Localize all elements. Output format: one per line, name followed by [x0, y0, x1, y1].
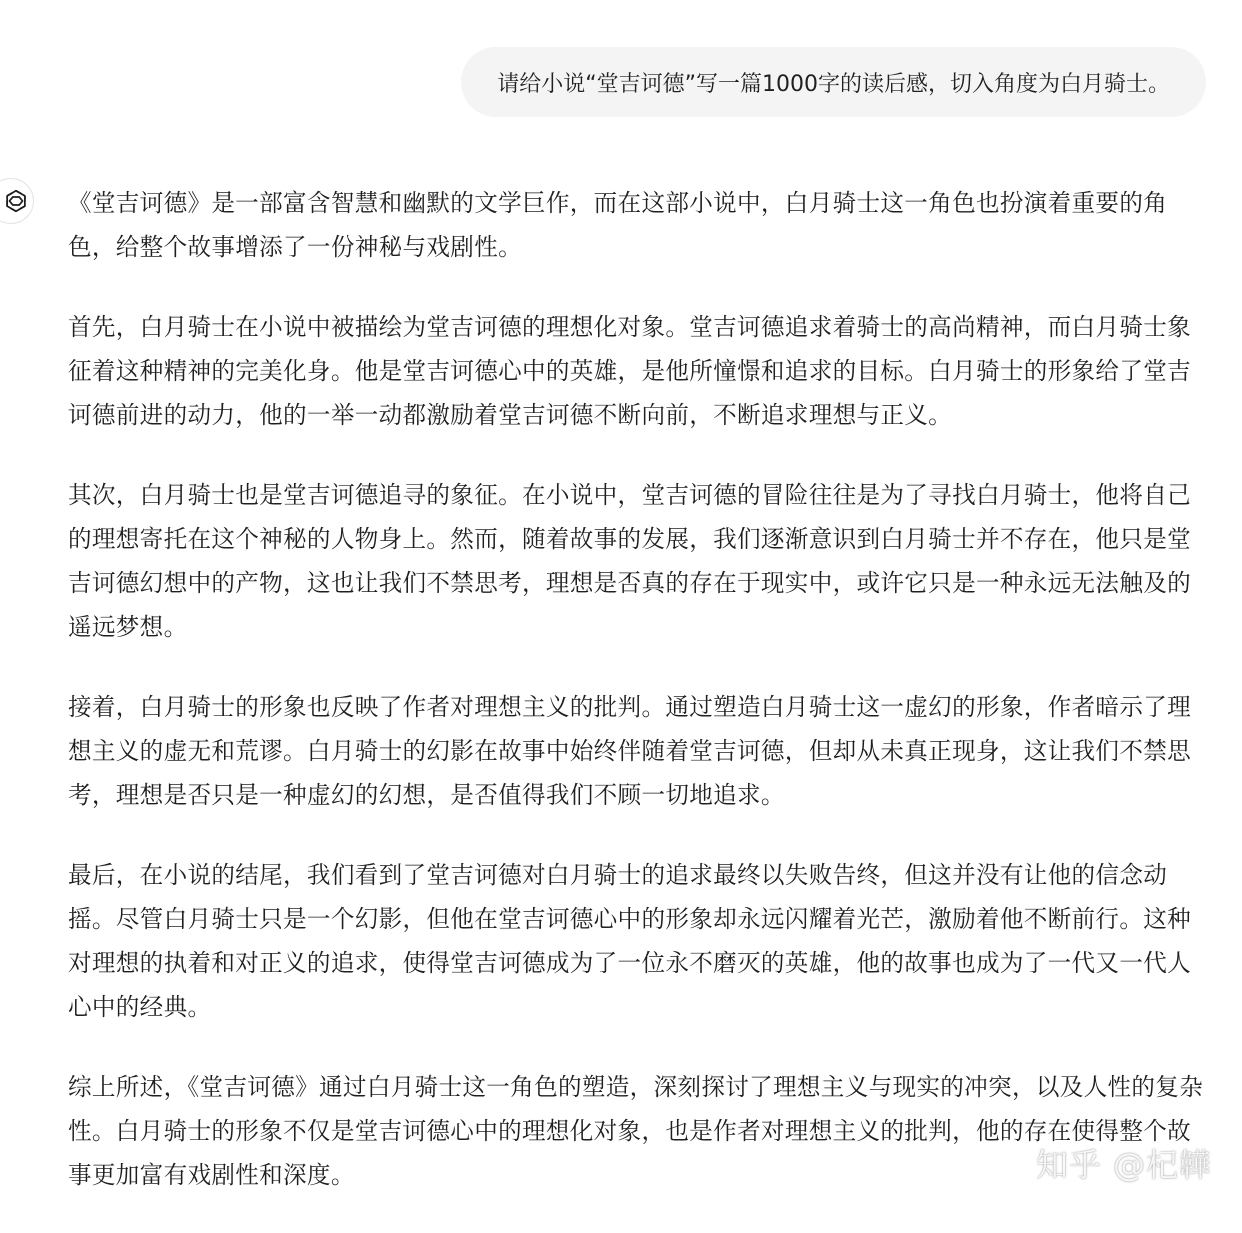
- assistant-paragraph-6: 综上所述，《堂吉诃德》通过白月骑士这一角色的塑造，深刻探讨了理想主义与现实的冲突，以及人性的复杂性。白月骑士的形象不仅是堂吉诃德心中的理想化对象，也是作者对理想主义的批判，他的存在使得整个故事更加富有戏剧性和深度。: [68, 1073, 1204, 1189]
- user-message-bubble: [461, 47, 1206, 117]
- assistant-paragraph-5: 最后，在小说的结尾，我们看到了堂吉诃德对白月骑士的追求最终以失败告终，但这并没有让他的信念动摇。尽管白月骑士只是一个幻影，但他在堂吉诃德心中的形象却永远闪耀着光芒，激励着他不断前行。这种对理想的执着和对正义的追求，使得堂吉诃德成为了一位永不磨灭的英雄，他的故事也成为了一代又一代人心中的经典。: [68, 861, 1192, 1021]
- openai-logo-icon: [2, 187, 30, 215]
- user-message-text: 请给小说“堂吉诃德”写一篇1000字的读后感，切入角度为白月骑士。: [497, 71, 1170, 97]
- assistant-paragraph-4: 接着，白月骑士的形象也反映了作者对理想主义的批判。通过塑造白月骑士这一虚幻的形象，作者暗示了理想主义的虚无和荒谬。白月骑士的幻影在故事中始终伴随着堂吉诃德，但却从未真正现身，这让我们不禁思考，理想是否只是一种虚幻的幻想，是否值得我们不顾一切地追求。: [68, 693, 1192, 809]
- zhihu-watermark: 知乎 @杞韡: [1035, 1146, 1212, 1184]
- assistant-message: [68, 181, 1208, 1233]
- assistant-paragraph-1: 《堂吉诃德》是一部富含智慧和幽默的文学巨作，而在这部小说中，白月骑士这一角色也扮演着重要的角色，给整个故事增添了一份神秘与戏剧性。: [68, 189, 1168, 261]
- assistant-paragraph-2: 首先，白月骑士在小说中被描绘为堂吉诃德的理想化对象。堂吉诃德追求着骑士的高尚精神，而白月骑士象征着这种精神的完美化身。他是堂吉诃德心中的英雄，是他所憧憬和追求的目标。白月骑士的形象给了堂吉诃德前进的动力，他的一举一动都激励着堂吉诃德不断向前，不断追求理想与正义。: [68, 313, 1192, 429]
- assistant-paragraph-3: 其次，白月骑士也是堂吉诃德追寻的象征。在小说中，堂吉诃德的冒险往往是为了寻找白月骑士，他将自己的理想寄托在这个神秘的人物身上。然而，随着故事的发展，我们逐渐意识到白月骑士并不存在，他只是堂吉诃德幻想中的产物，这也让我们不禁思考，理想是否真的存在于现实中，或许它只是一种永远无法触及的遥远梦想。: [68, 481, 1192, 641]
- assistant-avatar: [0, 178, 34, 224]
